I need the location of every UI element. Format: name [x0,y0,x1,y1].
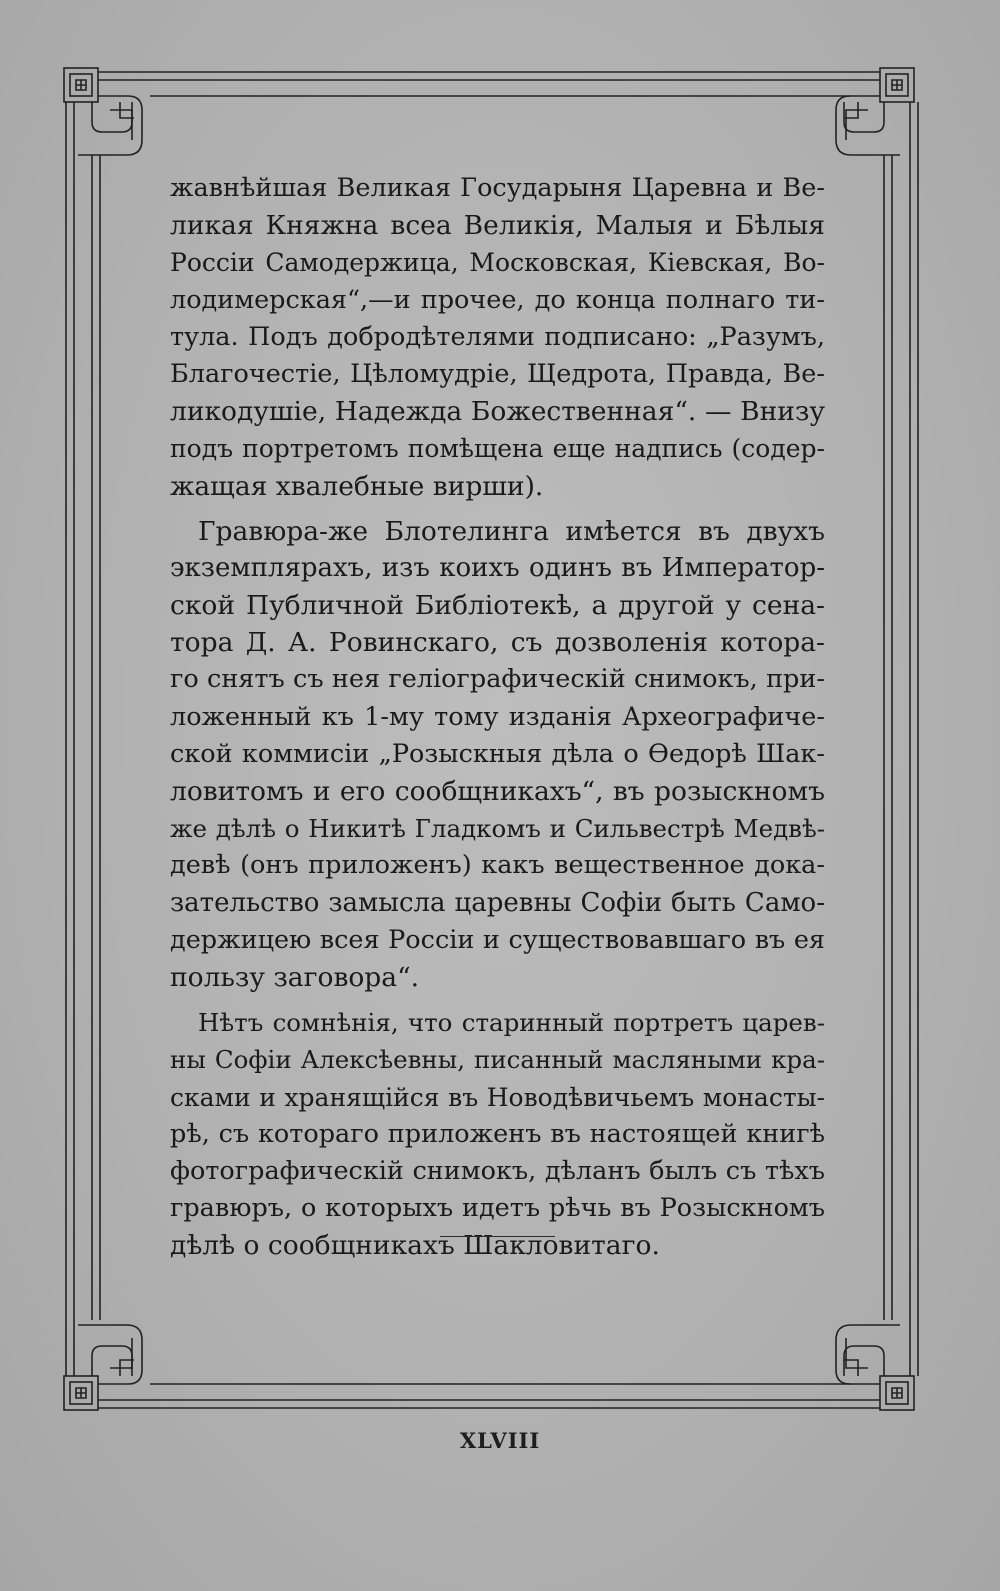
text-line: пользу заговора“. [170,961,420,993]
text-line: дѣлѣ о сообщникахъ Шакловитаго. [170,1230,660,1262]
text-line: гравюръ, о которыхъ идетъ рѣчь въ Розыскномъ [170,1193,825,1224]
corner-ornament-bottom-right [836,1320,918,1410]
text-line: Гравюра-же Блотелинга имѣется въ двухъ [198,515,825,547]
text-line: ской Публичной Библіотекѣ, а другой у сена- [170,590,825,622]
text-line: сками и хранящійся въ Новодѣвичьемъ монасты- [170,1082,825,1112]
text-line: держицею всея Россіи и существовавшаго въ ея [170,924,825,955]
text-line: тора Д. А. Ровинскаго, съ дозволенія котора- [170,627,825,659]
paragraph-2 [170,513,825,996]
text-line: экземплярахъ, изъ коихъ одинъ въ Император- [170,552,825,583]
text-line: тула. Подъ добродѣтелями подписано: „Разумъ, [170,321,825,352]
paragraph-1 [170,170,825,505]
text-line: Россіи Самодержица, Московская, Кіевская, Во- [170,248,825,278]
text-line: девѣ (онъ приложенъ) какъ вещественное дока- [170,850,825,881]
text-line: ликодушіе, Надежда Божественная“. — Внизу [170,396,825,428]
text-line: Нѣтъ сомнѣнія, что старинный портретъ царев- [198,1008,825,1038]
text-line: ликая Княжна всеа Великія, Малыя и Бѣлыя [170,210,825,242]
text-line: ской коммисіи „Розыскныя дѣла о Ѳедорѣ Шак- [170,738,825,769]
text-line: же дѣлѣ о Никитѣ Гладкомъ и Сильвестрѣ Медвѣ- [170,814,825,844]
text-line: ны Софіи Алексѣевны, писанный масляными кра- [170,1045,825,1075]
text-line: жавнѣйшая Великая Государыня Царевна и Ве- [170,173,825,203]
text-line: рѣ, съ котораго приложенъ въ настоящей книгѣ [170,1118,825,1149]
page-number: XLVIII [459,1428,541,1453]
text-line: подъ портретомъ помѣщена еще надпись (содер- [170,434,825,464]
text-line: ловитомъ и его сообщникахъ“, въ розыскномъ [170,776,825,807]
corner-ornament-top-right [836,68,918,155]
paragraph-3 [170,1004,825,1264]
body-text [170,170,825,1264]
text-line: жащая хвалебные вирши). [170,470,544,502]
text-line: ложенный къ 1-му тому изданія Археографиче- [170,701,825,732]
text-line: лодимерская“,—и прочее, до конца полнаго ти- [170,284,825,315]
text-line: Благочестіе, Цѣломудріе, Щедрота, Правда, Ве- [170,358,825,389]
corner-ornament-bottom-left [64,1320,150,1410]
section-divider [440,1236,555,1237]
corner-ornament-top-left [64,68,150,155]
text-line: фотографическій снимокъ, дѣланъ былъ съ тѣхъ [170,1155,825,1186]
text-line: зательство замысла царевны Софіи быть Само- [170,887,825,918]
text-line: го снятъ съ нея геліографическій снимокъ, при- [170,664,825,695]
